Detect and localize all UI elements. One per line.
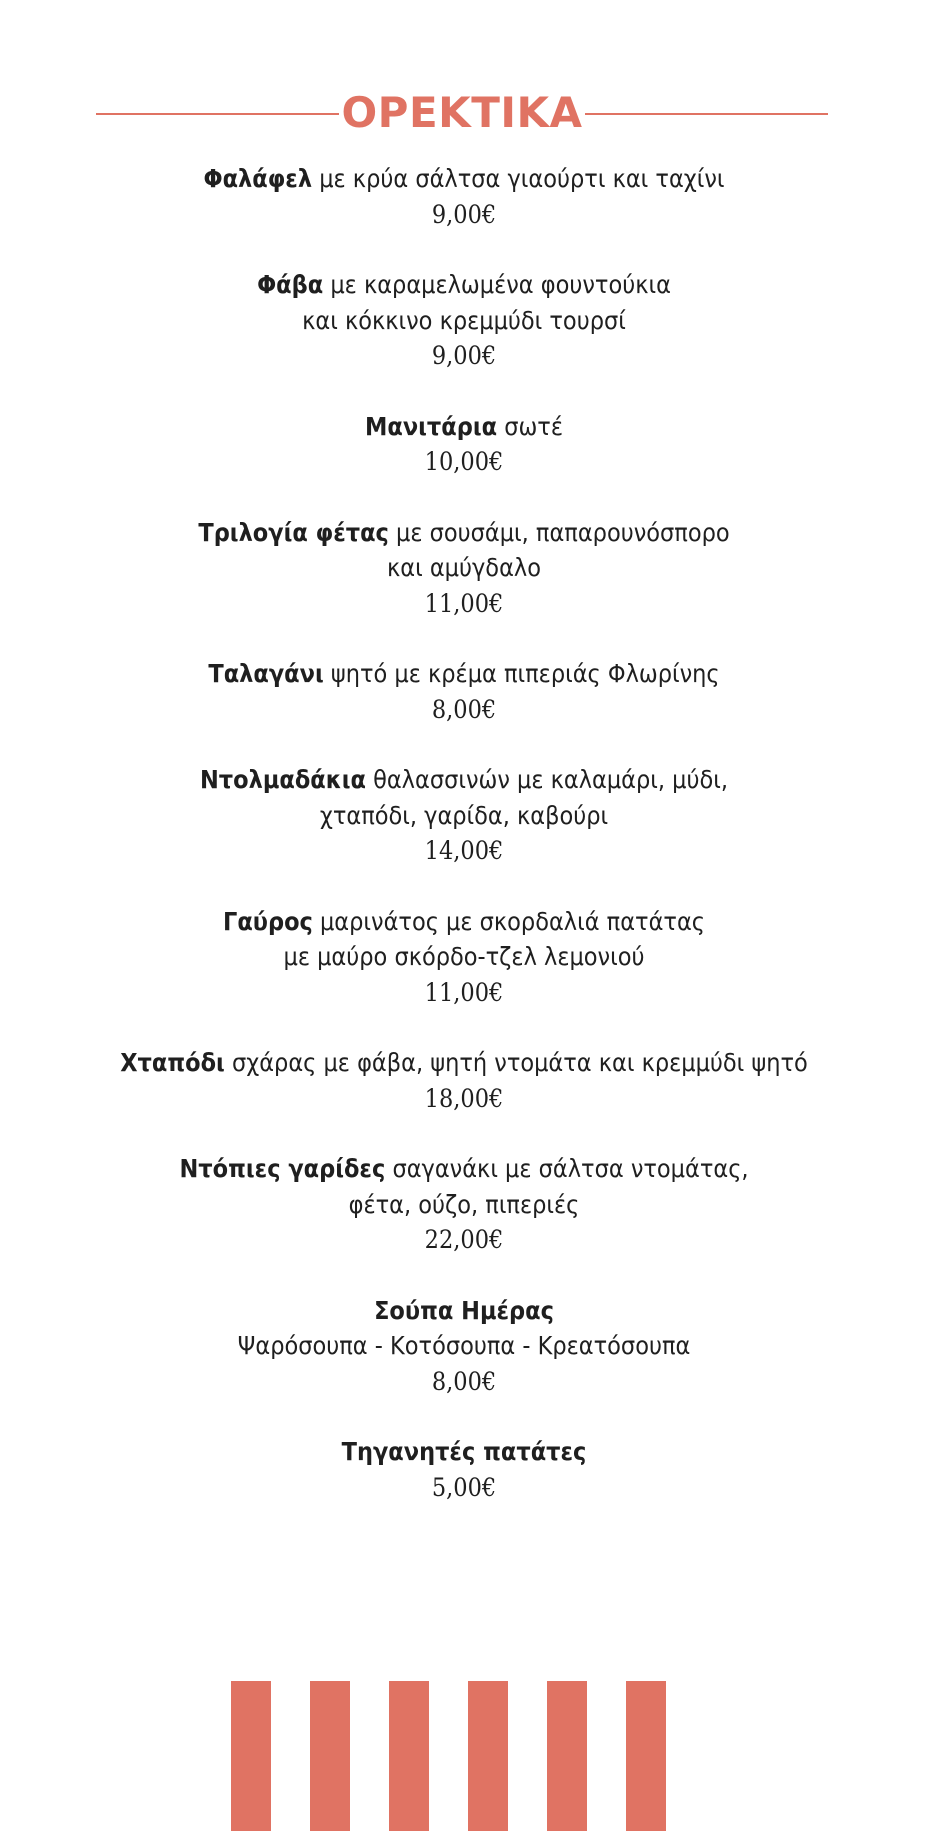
stripe bbox=[626, 1681, 666, 1831]
menu-item bbox=[40, 904, 888, 1011]
menu-item-first-line bbox=[40, 409, 888, 445]
menu-item bbox=[40, 515, 888, 622]
menu-item-first-line bbox=[40, 762, 888, 798]
menu-item-first-line bbox=[40, 904, 888, 940]
menu-item-price: 10,00€ bbox=[424, 447, 504, 476]
menu-item-first-line bbox=[40, 1045, 888, 1081]
menu-item-name: Χταπόδι bbox=[120, 1048, 225, 1077]
menu-item-first-line bbox=[40, 1434, 888, 1470]
menu-item-first-line bbox=[40, 1151, 888, 1187]
menu-item-first-line bbox=[40, 267, 888, 303]
menu-item-price: 11,00€ bbox=[424, 588, 504, 618]
menu-list bbox=[40, 161, 888, 1540]
menu-item-description-continued: χταπόδι, γαρίδα, καβούρι bbox=[319, 800, 609, 830]
menu-item-name: Μανιτάρια bbox=[365, 411, 498, 441]
menu-item-price: 11,00€ bbox=[424, 977, 504, 1007]
menu-item-description-continued: με μαύρο σκόρδο-τζελ λεμονιού bbox=[283, 942, 645, 971]
menu-item bbox=[40, 1293, 888, 1400]
menu-item-description: σχάρας με φάβα, ψητή ντομάτα και κρεμμύδι ψητό bbox=[224, 1048, 808, 1077]
menu-item-name: Γαύρος bbox=[223, 906, 313, 936]
stripe bbox=[389, 1681, 429, 1831]
menu-item-first-line bbox=[40, 656, 888, 692]
menu-item-name: Τηγανητές πατάτες bbox=[341, 1437, 587, 1466]
section-header bbox=[96, 87, 828, 139]
menu-item bbox=[40, 1434, 888, 1505]
menu-item bbox=[40, 656, 888, 727]
stripe bbox=[231, 1681, 271, 1831]
menu-item-description: σαγανάκι με σάλτσα ντομάτας, bbox=[385, 1154, 749, 1183]
menu-item-price: 22,00€ bbox=[424, 1225, 504, 1254]
menu-item-name: Τριλογία φέτας bbox=[198, 517, 389, 547]
menu-item-price: 8,00€ bbox=[431, 694, 497, 724]
menu-item-description-continued: φέτα, ούζο, πιπεριές bbox=[348, 1189, 580, 1219]
menu-item-price: 9,00€ bbox=[431, 341, 497, 370]
menu-item-price: 8,00€ bbox=[431, 1366, 497, 1396]
header-rule-left bbox=[96, 113, 339, 115]
menu-item-name: Ντόπιες γαρίδες bbox=[179, 1154, 386, 1183]
menu-item-description: θαλασσινών με καλαμάρι, μύδι, bbox=[365, 765, 729, 794]
stripe bbox=[468, 1681, 508, 1831]
menu-item-description: με κρύα σάλτσα γιαούρτι και ταχίνι bbox=[312, 164, 725, 193]
menu-item-description: ψητό με κρέμα πιπεριάς Φλωρίνης bbox=[323, 659, 720, 688]
menu-item-name: Ταλαγάνι bbox=[208, 659, 324, 688]
header-rule-right bbox=[585, 113, 828, 115]
menu-item-description-continued: και κόκκινο κρεμμύδι τουρσί bbox=[302, 305, 626, 335]
stripe bbox=[547, 1681, 587, 1831]
menu-item-description: με καραμελωμένα φουντούκια bbox=[323, 270, 671, 299]
menu-item-price: 14,00€ bbox=[424, 836, 504, 865]
menu-item-description-continued: Ψαρόσουπα - Κοτόσουπα - Κρεατόσουπα bbox=[237, 1331, 691, 1360]
menu-item bbox=[40, 267, 888, 374]
menu-item bbox=[40, 1045, 888, 1116]
menu-item-description: σωτέ bbox=[497, 411, 563, 441]
menu-item-name: Σούπα Ημέρας bbox=[374, 1295, 554, 1325]
menu-item-price: 18,00€ bbox=[424, 1083, 504, 1113]
menu-item-first-line bbox=[40, 161, 888, 197]
menu-item bbox=[40, 1151, 888, 1258]
menu-item-name: Ντολμαδάκια bbox=[199, 765, 366, 794]
menu-item-name: Φάβα bbox=[257, 270, 324, 299]
stripe bbox=[310, 1681, 350, 1831]
menu-item-first-line bbox=[40, 515, 888, 551]
section-title: ΟΡΕΚΤΙΚΑ bbox=[341, 88, 583, 137]
menu-item bbox=[40, 762, 888, 869]
menu-item-description: με σουσάμι, παπαρουνόσπορο bbox=[388, 517, 730, 547]
menu-item-name: Φαλάφελ bbox=[203, 164, 313, 193]
menu-item-price: 5,00€ bbox=[431, 1472, 497, 1502]
menu-item bbox=[40, 161, 888, 232]
menu-item-description-continued: και αμύγδαλο bbox=[387, 553, 541, 582]
menu-item-first-line bbox=[40, 1293, 888, 1329]
menu-item-description: μαρινάτος με σκορδαλιά πατάτας bbox=[312, 906, 705, 936]
menu-item bbox=[40, 409, 888, 480]
menu-item-price: 9,00€ bbox=[431, 199, 497, 229]
